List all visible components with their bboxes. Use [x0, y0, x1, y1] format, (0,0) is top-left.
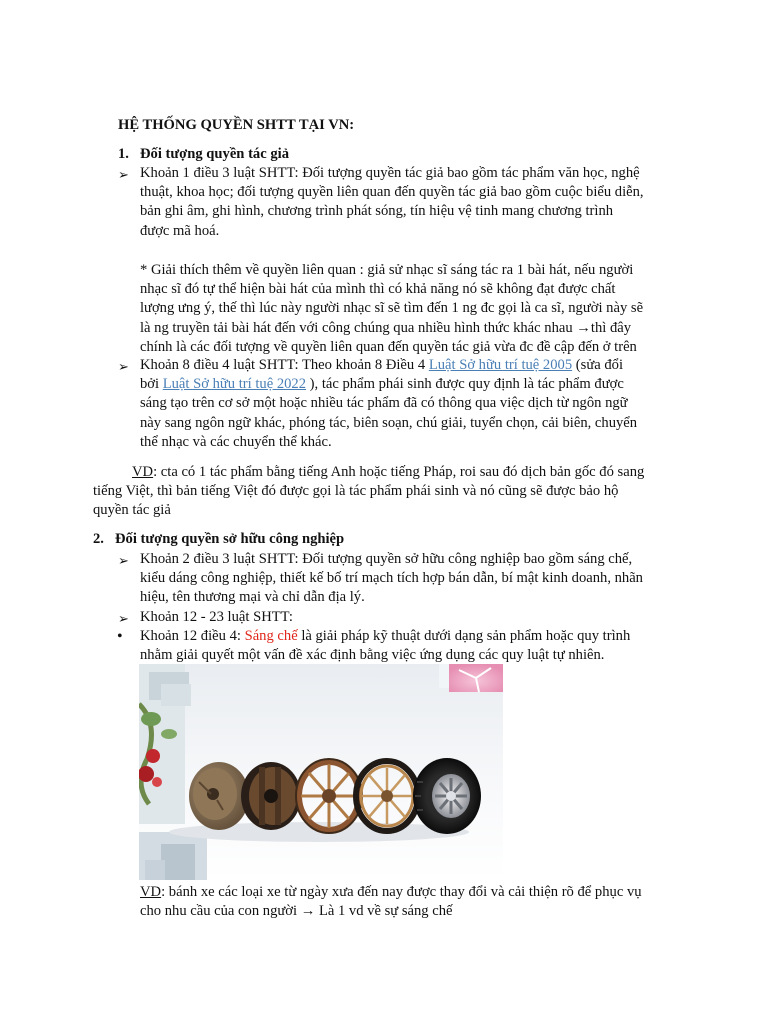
- page-title: HỆ THỐNG QUYỀN SHTT TẠI VN:: [118, 117, 355, 133]
- text-line: bản ghi âm, ghi hình, chương trình phát sóng, tín hiệu vệ tinh mang chương trình: [140, 203, 614, 220]
- section-2-example: [140, 883, 642, 921]
- right-arrow-icon: →: [576, 319, 591, 336]
- law-2022-link[interactable]: Luật Sở hữu trí tuệ 2022: [162, 376, 307, 393]
- text-line: quyền tác giả: [93, 502, 171, 519]
- section-1-bullet-1: [140, 164, 644, 241]
- section-2-bullet-2: [140, 608, 293, 627]
- text-line: được mã hoá.: [140, 222, 220, 239]
- section-2-bullet-1: [140, 550, 643, 608]
- section-2-heading: [93, 531, 344, 548]
- arrow-bullet-icon: ➢: [118, 167, 129, 182]
- section-2-number: 2.: [93, 531, 104, 547]
- text-line: thể nhạc và các chuyển thể khác.: [140, 433, 332, 450]
- dot-bullet-icon: •: [117, 628, 123, 645]
- text-line: hiệu, tên thương mại và chỉ dẫn địa lý.: [140, 589, 365, 606]
- text-line: cho nhu cầu của con người → Là 1 vd về sự sáng chế: [140, 903, 453, 920]
- text-line: lượng ưng ý, thế thì lúc này người nhạc sĩ sẽ tìm đến 1 ng đc gọi là ca sĩ, người này sẽ: [140, 300, 644, 317]
- text-line: VD: bánh xe các loại xe từ ngày xưa đến nay được thay đổi và cải thiện rõ để phục vụ: [140, 884, 642, 900]
- wheel-evolution-image: [139, 664, 503, 880]
- highlighted-term: Sáng chế: [244, 628, 298, 644]
- related-rights-note: [140, 261, 643, 357]
- arrow-bullet-icon: ➢: [118, 553, 129, 568]
- text-line: kiểu dáng công nghiệp, thiết kế bố trí mạch tích hợp bán dẫn, bí mật kinh doanh, nhãn: [140, 570, 643, 587]
- text-line: Khoản 12 - 23 luật SHTT:: [140, 609, 293, 625]
- section-1-bullet-2: [140, 356, 637, 452]
- section-2-title: Đối tượng quyền sở hữu công nghiệp: [115, 531, 345, 547]
- text-line: VD: cta có 1 tác phẩm bằng tiếng Anh hoặc tiếng Pháp, roi sau đó dịch bản gốc đó sang: [132, 464, 645, 480]
- text-line: nhằm giải quyết một vấn đề xác định bằng việc ứng dụng các quy luật tự nhiên.: [140, 647, 605, 664]
- section-1-example: [93, 463, 693, 521]
- section-1-number: 1.: [118, 146, 129, 162]
- text-line: Khoản 1 điều 3 luật SHTT: Đối tượng quyền tác giả bao gồm tác phẩm văn học, nghệ: [140, 165, 640, 181]
- text-line: Khoản 8 điều 4 luật SHTT: Theo khoản 8 Điều 4 Luật Sở hữu trí tuệ 2005 (sửa đổi: [140, 357, 623, 373]
- law-2005-link[interactable]: Luật Sở hữu trí tuệ 2005: [428, 357, 573, 373]
- arrow-bullet-icon: ➢: [118, 359, 129, 374]
- text-line: nhạc sĩ đó tự thể hiện bài hát của mình thì có khả năng nó sẽ không đạt được chất: [140, 281, 616, 298]
- text-line: Khoản 12 điều 4: Sáng chế là giải pháp kỹ thuật dưới dạng sản phẩm hoặc quy trình: [140, 628, 631, 644]
- section-1-title: Đối tượng quyền tác giả: [140, 146, 290, 162]
- text-line: thuật, khoa học; đối tượng quyền liên quan đến quyền tác giả bao gồm cuộc biểu diễn,: [140, 184, 644, 201]
- text-line: Khoản 2 điều 3 luật SHTT: Đối tượng quyền sở hữu công nghiệp bao gồm sáng chế,: [140, 551, 633, 567]
- text-line: là ng truyền tải bài hát đến với công chúng qua nhiều hình thức khác nhau →thì đây: [140, 319, 632, 336]
- right-arrow-icon: →: [300, 903, 316, 920]
- text-line: tiếng Việt, thì bản tiếng Việt đó được gọi là tác phẩm phái sinh và nó cũng sẽ được bảo hộ: [93, 483, 619, 500]
- section-2-bullet-3: [140, 627, 630, 665]
- text-line: chính là các đối tượng về quyền liên quan đến quyền tác giả vừa đc đề cập đến ở trên: [140, 338, 637, 355]
- text-line: sáng tạo trên cơ sở một hoặc nhiều tác phẩm đã có thông qua việc dịch từ ngôn ngữ: [140, 395, 628, 412]
- example-label: VD: [140, 884, 162, 900]
- text-line: này sang ngôn ngữ khác, phóng tác, biên soạn, chú giải, tuyển chọn, cải biên, chuyển: [140, 414, 638, 431]
- section-1-heading: [118, 146, 289, 163]
- arrow-bullet-icon: ➢: [118, 611, 129, 626]
- example-label: VD: [132, 464, 154, 480]
- text-line: bởi Luật Sở hữu trí tuệ 2022 ), tác phẩm phái sinh được quy định là tác phẩm được: [140, 376, 624, 393]
- text-line: * Giải thích thêm về quyền liên quan : giả sử nhạc sĩ sáng tác ra 1 bài hát, nếu người: [140, 262, 634, 278]
